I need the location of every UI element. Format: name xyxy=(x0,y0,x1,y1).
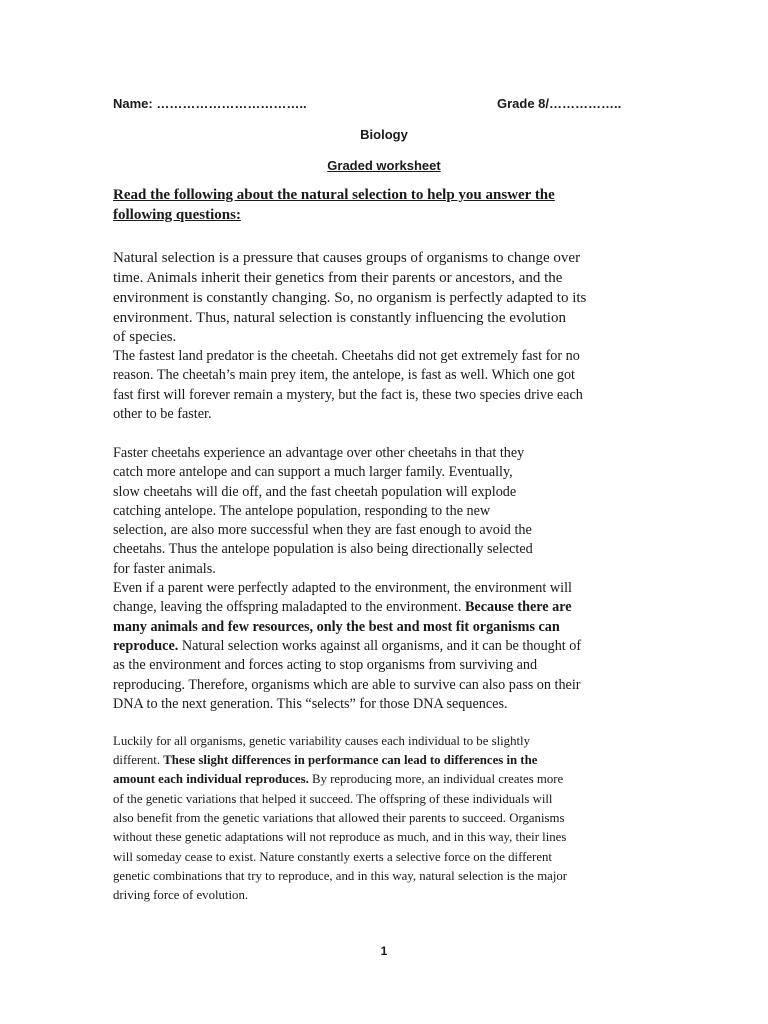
paragraph-5-text: By reproducing more, an individual creates more xyxy=(308,772,564,786)
paragraph-5-line xyxy=(113,772,563,787)
paragraph-4-line: DNA to the next generation. This “selects” for those DNA sequences. xyxy=(113,696,508,712)
paragraph-1-line: environment. Thus, natural selection is constantly influencing the evolution xyxy=(113,310,566,326)
paragraph-2-line: fast first will forever remain a mystery, but the fact is, these two species drive each xyxy=(113,387,583,403)
paragraph-3-line: Faster cheetahs experience an advantage over other cheetahs in that they xyxy=(113,445,525,461)
paragraph-3-line: catching antelope. The antelope population, responding to the new xyxy=(113,503,491,519)
paragraph-2-line: reason. The cheetah’s main prey item, the antelope, is fast as well. Which one got xyxy=(113,367,576,383)
paragraph-4-line: Even if a parent were perfectly adapted to the environment, the environment will xyxy=(113,580,572,596)
paragraph-4-line xyxy=(113,638,581,655)
paragraph-2-line: The fastest land predator is the cheetah. Cheetahs did not get extremely fast for no xyxy=(113,348,580,364)
paragraph-5-emphasis: amount each individual reproduces. xyxy=(113,772,309,786)
paragraph-1-line: Natural selection is a pressure that causes groups of organisms to change over xyxy=(113,250,581,266)
paragraph-4-emphasis: reproduce. xyxy=(113,638,179,654)
paragraph-4-text: change, leaving the offspring maladapted to the environment. xyxy=(113,599,465,615)
paragraph-5-text: different. xyxy=(113,753,164,767)
paragraph-4-text: Natural selection works against all organisms, and it can be thought of xyxy=(178,638,582,654)
paragraph-5-line: without these genetic adaptations will not reproduce as much, and in this way, their lines xyxy=(113,830,567,844)
paragraph-1-line: environment is constantly changing. So, no organism is perfectly adapted to its xyxy=(113,290,587,306)
paragraph-4-emphasis: Because there are xyxy=(464,599,572,615)
page-number: 1 xyxy=(380,944,388,958)
instructions-line: following questions: xyxy=(113,207,241,223)
paragraph-3-line: catch more antelope and can support a much larger family. Eventually, xyxy=(113,464,513,480)
paragraph-4-line xyxy=(113,599,572,616)
paragraph-5-emphasis: These slight differences in performance can lead to differences in the xyxy=(163,753,538,767)
paragraph-5-line: Luckily for all organisms, genetic variability causes each individual to be slightly xyxy=(113,734,530,748)
paragraph-4-emphasis-line: many animals and few resources, only the best and most fit organisms can xyxy=(113,619,560,635)
paragraph-5-line xyxy=(113,753,537,768)
subject-title: Biology xyxy=(360,127,408,142)
paragraph-5-line: of the genetic variations that helped it succeed. The offspring of these individuals will xyxy=(113,792,553,806)
paragraph-3-line: cheetahs. Thus the antelope population is also being directionally selected xyxy=(113,541,533,557)
name-field-label: Name: …………………………….. xyxy=(113,96,307,111)
paragraph-5-line: also benefit from the genetic variations that allowed their parents to succeed. Organisms xyxy=(113,811,565,825)
paragraph-5-line: genetic combinations that try to reproduce, and in this way, natural selection is the major xyxy=(113,869,568,883)
paragraph-4-line: as the environment and forces acting to stop organisms from surviving and xyxy=(113,657,538,673)
paragraph-1-line: of species. xyxy=(113,329,177,345)
paragraph-5-line: will someday cease to exist. Nature constantly exerts a selective force on the different xyxy=(113,850,552,864)
paragraph-1-line: time. Animals inherit their genetics from their parents or ancestors, and the xyxy=(113,270,563,286)
grade-field-label: Grade 8/…………….. xyxy=(497,96,622,111)
paragraph-2-line: other to be faster. xyxy=(113,406,212,422)
paragraph-5-line: driving force of evolution. xyxy=(113,888,249,902)
paragraph-3-line: for faster animals. xyxy=(113,561,216,577)
paragraph-4-line: reproducing. Therefore, organisms which are able to survive can also pass on their xyxy=(113,677,581,693)
worksheet-title: Graded worksheet xyxy=(327,158,441,173)
paragraph-3-line: slow cheetahs will die off, and the fast cheetah population will explode xyxy=(113,484,517,500)
instructions-line: Read the following about the natural selection to help you answer the xyxy=(113,187,555,203)
paragraph-3-line: selection, are also more successful when they are fast enough to avoid the xyxy=(113,522,532,538)
